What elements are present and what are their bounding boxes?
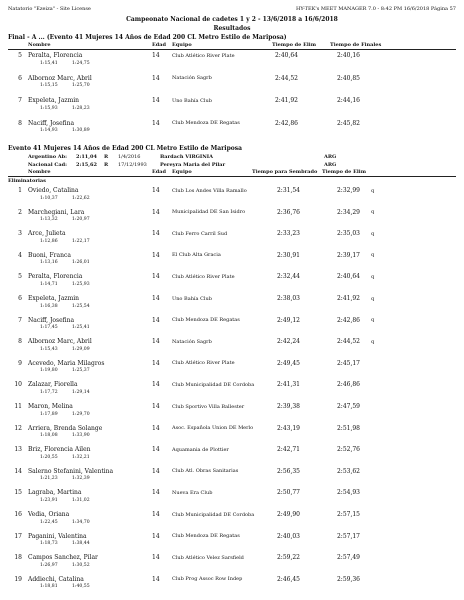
split-time: 1:18,81 [40,584,58,590]
split-time: 1:14,71 [40,281,58,287]
final-time: 2:44,16 [336,97,360,104]
swimmer-name: Oviedo, Catalina [28,187,79,194]
split-time: 1:20,55 [40,454,58,460]
swimmer-age: 14 [152,489,160,497]
team-name: Municipalidad DE San Isidro [172,209,246,216]
seed-time: 2:49,90 [276,511,300,518]
swimmer-age: 14 [152,338,160,346]
team-name: Club Atlético River Plate [172,360,235,367]
prelim-time: 2:57,17 [336,532,360,540]
swimmer-age: 14 [152,446,160,454]
final-col-team: Equipo [172,42,192,48]
swimmer-age: 14 [152,381,160,389]
team-name: Asoc. Española Union DE Merlo [172,425,254,432]
place-number: 17 [14,532,22,540]
record-flag: R [104,162,109,168]
seed-time: 2:38,03 [276,295,300,302]
team-name: Club Mendoza DE Regatas [172,317,240,324]
split-time: 1:22,17 [72,238,90,244]
swimmer-age: 14 [152,554,160,562]
place-number: 5 [18,273,22,281]
split-time: 1:13,32 [40,217,58,223]
seed-time: 2:56,35 [276,467,300,475]
team-name: Club Atl. Obras Sanitarias [172,468,239,475]
place-number: 11 [14,403,22,410]
record-date: 1/4/2016 [118,154,141,160]
split-time: 1:22,45 [40,519,58,525]
split-time: 1:20,97 [72,217,90,223]
place-number: 5 [18,52,22,59]
swimmer-name: Buoni, Franca [28,251,71,259]
team-name: Nueva Era Club [172,489,213,496]
event-section-title: Evento 41 Mujeres 14 Años de Edad 200 CL Metro Estilo de Mariposa [8,145,243,152]
record-label: Nacional Cad: [27,162,67,168]
swimmer-age: 14 [152,119,160,127]
heats-subheading: Eliminatorias [8,178,46,184]
place-number: 13 [14,446,22,454]
team-name: Club Atlético Velez Sarsfield [172,554,244,561]
swimmer-name: Briz, Florencia Ailen [28,446,91,454]
team-name: Aquamania de Plottier [172,446,229,453]
event-col-seed: Tiempo para Sembrado [252,169,318,175]
seed-time: 2:33,23 [276,230,300,238]
meet-title: Campeonato Nacional de cadetes 1 y 2 - 13/6/2018 a 16/6/2018 [126,16,338,23]
swimmer-name: Maron, Melina [28,403,73,410]
final-time: 2:40,85 [336,74,360,82]
split-time: 1:32,39 [72,476,90,482]
split-time: 1:32,21 [72,454,90,460]
prelim-time: 2:57,15 [336,511,360,518]
split-time: 1:15,15 [40,83,58,88]
swimmer-name: Paganini, Valentina [28,532,87,540]
record-country: ARG [324,154,337,160]
split-time: 1:21,23 [40,476,58,482]
qualifier-flag: q [371,317,375,324]
swimmer-name: Naciff, Josefina [28,316,75,324]
split-time: 1:28,23 [72,105,90,111]
split-time: 1:17,45 [40,325,58,331]
seed-time: 2:32,44 [276,273,300,281]
split-time: 1:17,89 [40,411,58,417]
seed-time: 2:42,86 [274,119,298,127]
place-number: 2 [18,208,22,216]
split-time: 1:26,01 [72,260,90,266]
final-section-title: Final - A ... (Evento 41 Mujeres 14 Años de Edad 200 CL Metro Estilo de Mariposa) [8,34,287,41]
place-number: 14 [14,467,22,475]
swimmer-age: 14 [152,575,160,583]
software-version-text: HY-TEK's MEET MANAGER 7.0 - 8:42 PM 16/6/2018 Página 57 [296,6,456,12]
place-number: 6 [18,74,22,82]
prelim-time: 2:41,92 [336,295,360,302]
team-name: Club Sportivo Villa Ballester [172,403,245,410]
place-number: 10 [14,381,22,389]
split-time: 1:12,86 [40,238,58,244]
team-name: Club Atlético River Plate [172,273,235,280]
record-time: 2:11,04 [76,154,97,160]
final-header-rule [8,49,456,50]
prelim-time: 2:44,52 [336,338,360,346]
split-time: 1:29,09 [72,346,90,352]
place-number: 1 [18,187,22,194]
results-subtitle: Resultados [213,25,251,32]
split-time: 1:29,70 [72,411,90,417]
qualifier-flag: q [371,209,375,216]
team-name: Club Atlético River Plate [172,52,235,59]
split-time: 1:15,41 [40,60,58,66]
seed-time: 2:41,92 [274,97,298,104]
swimmer-name: Zalazar, Fiorella [28,381,78,389]
swimmer-name: Salerno Stefanini, Valentina [28,467,114,475]
event-col-name: Nombre [28,169,51,175]
split-time: 1:18,73 [40,541,58,547]
final-col-name: Nombre [28,42,51,48]
team-name: Natación Sagrb [172,75,212,81]
swimmer-name: Lagraba, Martina [28,489,82,497]
split-time: 1:25,37 [72,368,90,374]
split-time: 1:14,93 [40,128,58,133]
swimmer-age: 14 [152,251,160,259]
split-time: 1:38,44 [72,541,90,547]
split-time: 1:34,70 [72,519,90,525]
split-time: 1:25,70 [72,83,90,88]
site-license-text: Natatorio "Ezeiza" - Site License [8,6,91,12]
swimmer-age: 14 [152,532,160,540]
seed-time: 2:50,77 [276,489,300,497]
prelim-time: 2:51,98 [336,424,360,432]
final-time: 2:40,16 [336,52,360,59]
seed-time: 2:36,76 [276,208,300,216]
swimmer-age: 14 [152,97,160,104]
swimmer-name: Peralta, Florencia [28,52,83,59]
prelim-time: 2:42,86 [336,316,360,324]
split-time: 1:10,37 [40,195,58,201]
split-time: 1:29,14 [72,389,90,395]
seed-time: 2:39,38 [276,403,300,410]
place-number: 18 [14,554,22,562]
split-time: 1:18,08 [40,433,58,439]
swimmer-age: 14 [152,316,160,324]
seed-time: 2:40,64 [274,52,298,59]
record-date: 17/12/1993 [118,162,147,168]
swimmer-name: Expeleta, Jazmin [28,295,80,302]
split-time: 1:25,93 [72,281,90,287]
prelim-time: 2:54,93 [336,489,360,497]
qualifier-flag: q [371,230,375,237]
split-time: 1:19,80 [40,368,58,374]
prelim-time: 2:39,17 [336,251,360,259]
team-name: Uno Bahía Club [172,295,212,302]
seed-time: 2:42,71 [276,446,300,454]
record-label: Argentino Ab: [28,154,67,160]
seed-time: 2:41,31 [276,381,300,389]
qualifier-flag: q [371,252,375,259]
record-holder: Bardach VIRGINIA [160,154,214,160]
split-time: 1:24,75 [72,60,90,66]
swimmer-name: Addiechi, Catalina [28,575,84,583]
seed-time: 2:44,52 [274,74,298,82]
swimmer-age: 14 [152,424,160,432]
split-time: 1:23,91 [40,497,58,503]
swimmer-age: 14 [152,403,160,410]
swimmer-age: 14 [152,187,160,194]
split-time: 1:16,38 [40,303,58,309]
swimmer-age: 14 [152,295,160,302]
swimmer-name: Vedia, Oriana [28,511,70,518]
prelim-time: 2:47,59 [336,403,360,410]
swimmer-age: 14 [152,52,160,59]
swimmer-name: Naciff, Josefina [28,119,75,127]
split-time: 1:22,62 [72,195,90,201]
team-name: Club Municipalidad DE Cordoba [172,381,255,388]
prelim-time: 2:32,99 [336,187,360,194]
prelim-time: 2:59,36 [336,575,360,583]
place-number: 16 [14,511,22,518]
split-time: 1:30,89 [72,128,90,133]
record-flag: R [104,154,109,160]
prelim-time: 2:35,03 [336,230,360,238]
qualifier-flag: q [371,295,375,302]
seed-time: 2:46,45 [276,575,300,583]
swimmer-name: Acevedo, Maria Milagros [28,359,105,367]
swimmer-name: Albornoz Marc, Abril [28,338,92,346]
event-header-rule [8,176,456,177]
prelim-time: 2:40,64 [336,273,360,281]
record-holder: Pereyra Maria del Pilar [160,162,226,168]
qualifier-flag: q [371,187,375,194]
swimmer-age: 14 [152,359,160,367]
swimmer-name: Campos Sanchez, Pilar [28,554,98,562]
final-col-age: Edad [152,42,167,48]
split-time: 1:13,16 [40,260,58,266]
prelim-time: 2:53,62 [336,467,360,475]
swimmer-age: 14 [152,74,160,82]
place-number: 9 [18,359,22,367]
team-name: Club Mendoza DE Regatas [172,120,240,126]
split-time: 1:15,93 [40,105,58,111]
split-time: 1:25,41 [72,325,90,331]
split-time: 1:25,54 [72,303,90,309]
split-time: 1:30,52 [72,562,90,568]
final-col-seed: Tiempo de Elim [272,42,316,48]
prelim-time: 2:46,86 [336,381,360,389]
place-number: 8 [18,338,22,346]
seed-time: 2:30,91 [276,251,300,259]
place-number: 7 [18,316,22,324]
prelim-time: 2:34,29 [336,208,360,216]
prelim-time: 2:52,76 [336,446,360,454]
place-number: 12 [14,424,22,432]
place-number: 19 [14,575,22,583]
qualifier-flag: q [371,273,375,280]
record-country: ARG [324,162,337,168]
team-name: El Club Alta Gracia [172,252,221,259]
place-number: 7 [18,97,22,104]
event-col-age: Edad [152,169,167,175]
seed-time: 2:40,03 [276,532,300,540]
seed-time: 2:42,24 [276,338,300,346]
place-number: 8 [18,119,22,127]
swimmer-name: Expeleta, Jazmin [28,97,80,104]
swimmer-name: Arce, Julieta [28,230,66,238]
seed-time: 2:49,12 [276,316,300,324]
prelim-time: 2:45,17 [336,359,360,367]
final-col-final: Tiempo de Finales [330,42,382,48]
swimmer-age: 14 [152,230,160,238]
seed-time: 2:59,22 [276,554,300,562]
event-col-team: Equipo [172,169,192,175]
prelim-time: 2:57,49 [336,554,360,562]
team-name: Club Los Andes Villa Ramallo [172,187,247,194]
seed-time: 2:49,45 [276,359,300,367]
team-name: Club Municipalidad DE Cordoba [172,511,255,518]
swimmer-name: Albornoz Marc, Abril [28,74,92,82]
place-number: 15 [14,489,22,497]
qualifier-flag: q [371,338,375,345]
swimmer-age: 14 [152,208,160,216]
swimmer-name: Marchegiani, Lara [28,208,85,216]
swimmer-name: Peralta, Florencia [28,273,83,281]
split-time: 1:17,72 [40,389,58,395]
event-col-prelim: Tiempo de Elim [322,169,366,175]
team-name: Natación Sagrb [172,338,212,345]
final-time: 2:45,82 [336,119,360,127]
team-name: Club Mendoza DE Regatas [172,533,240,540]
place-number: 3 [18,230,22,238]
place-number: 4 [18,251,22,259]
split-time: 1:26,97 [40,562,58,568]
split-time: 1:15,43 [40,346,58,352]
team-name: Club Ferro Carril Sud [172,230,228,237]
split-time: 1:40,55 [72,584,90,590]
swimmer-age: 14 [152,273,160,281]
team-name: Club Prog Assoc Row Indep [172,576,243,583]
swimmer-name: Arriera, Brenda Solange [28,424,103,432]
seed-time: 2:43,19 [276,424,300,432]
record-time: 2:15,62 [76,162,97,168]
split-time: 1:33,90 [72,433,90,439]
team-name: Uno Bahía Club [172,97,212,104]
split-time: 1:31,02 [72,497,90,503]
swimmer-age: 14 [152,467,160,475]
swimmer-age: 14 [152,511,160,518]
place-number: 6 [18,295,22,302]
seed-time: 2:31,54 [276,187,300,194]
